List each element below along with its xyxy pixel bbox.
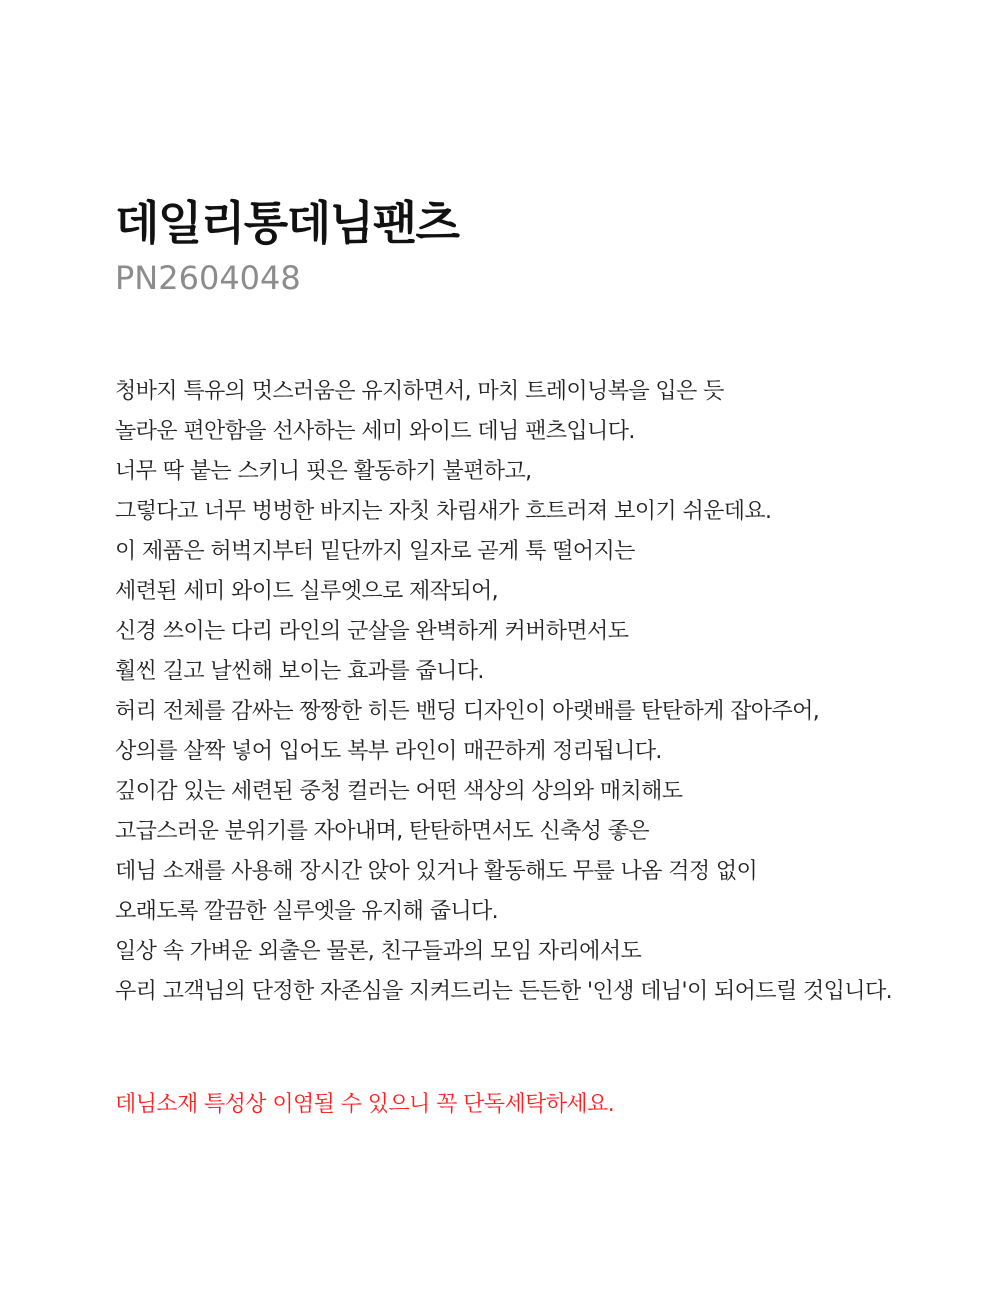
description-line: 상의를 살짝 넣어 입어도 복부 라인이 매끈하게 정리됩니다. [115, 739, 662, 764]
product-name: 데일리통데님팬츠 [115, 196, 459, 250]
description-line: 깊이감 있는 세련된 중청 컬러는 어떤 색상의 상의와 매치해도 [115, 779, 683, 804]
description-line: 고급스러운 분위기를 자아내며, 탄탄하면서도 신축성 좋은 [115, 819, 650, 844]
description-line: 허리 전체를 감싸는 짱짱한 히든 밴딩 디자인이 아랫배를 탄탄하게 잡아주어, [115, 699, 820, 724]
description-line: 세련된 세미 와이드 실루엣으로 제작되어, [115, 579, 499, 604]
product-description [115, 372, 892, 1012]
description-line: 그렇다고 너무 벙벙한 바지는 자칫 차림새가 흐트러져 보이기 쉬운데요. [115, 499, 772, 524]
description-line: 놀라운 편안함을 선사하는 세미 와이드 데님 팬츠입니다. [115, 419, 635, 444]
description-line: 데님 소재를 사용해 장시간 앉아 있거나 활동해도 무릎 나옴 걱정 없이 [115, 859, 758, 884]
description-line: 신경 쓰이는 다리 라인의 군살을 완벽하게 커버하면서도 [115, 619, 629, 644]
product-code: PN2604048 [115, 259, 301, 297]
description-line: 이 제품은 허벅지부터 밑단까지 일자로 곧게 툭 떨어지는 [115, 539, 635, 564]
description-line: 일상 속 가벼운 외출은 물론, 친구들과의 모임 자리에서도 [115, 939, 642, 964]
description-line: 청바지 특유의 멋스러움은 유지하면서, 마치 트레이닝복을 입은 듯 [115, 379, 724, 404]
description-line: 너무 딱 붙는 스키니 핏은 활동하기 불편하고, [115, 459, 532, 484]
washing-notice: 데님소재 특성상 이염될 수 있으니 꼭 단독세탁하세요. [115, 1092, 615, 1117]
description-line: 훨씬 길고 날씬해 보이는 효과를 줍니다. [115, 659, 484, 684]
description-line: 오래도록 깔끔한 실루엣을 유지해 줍니다. [115, 899, 499, 924]
description-line: 우리 고객님의 단정한 자존심을 지켜드리는 든든한 '인생 데님'이 되어드릴 것입니다. [115, 979, 892, 1004]
